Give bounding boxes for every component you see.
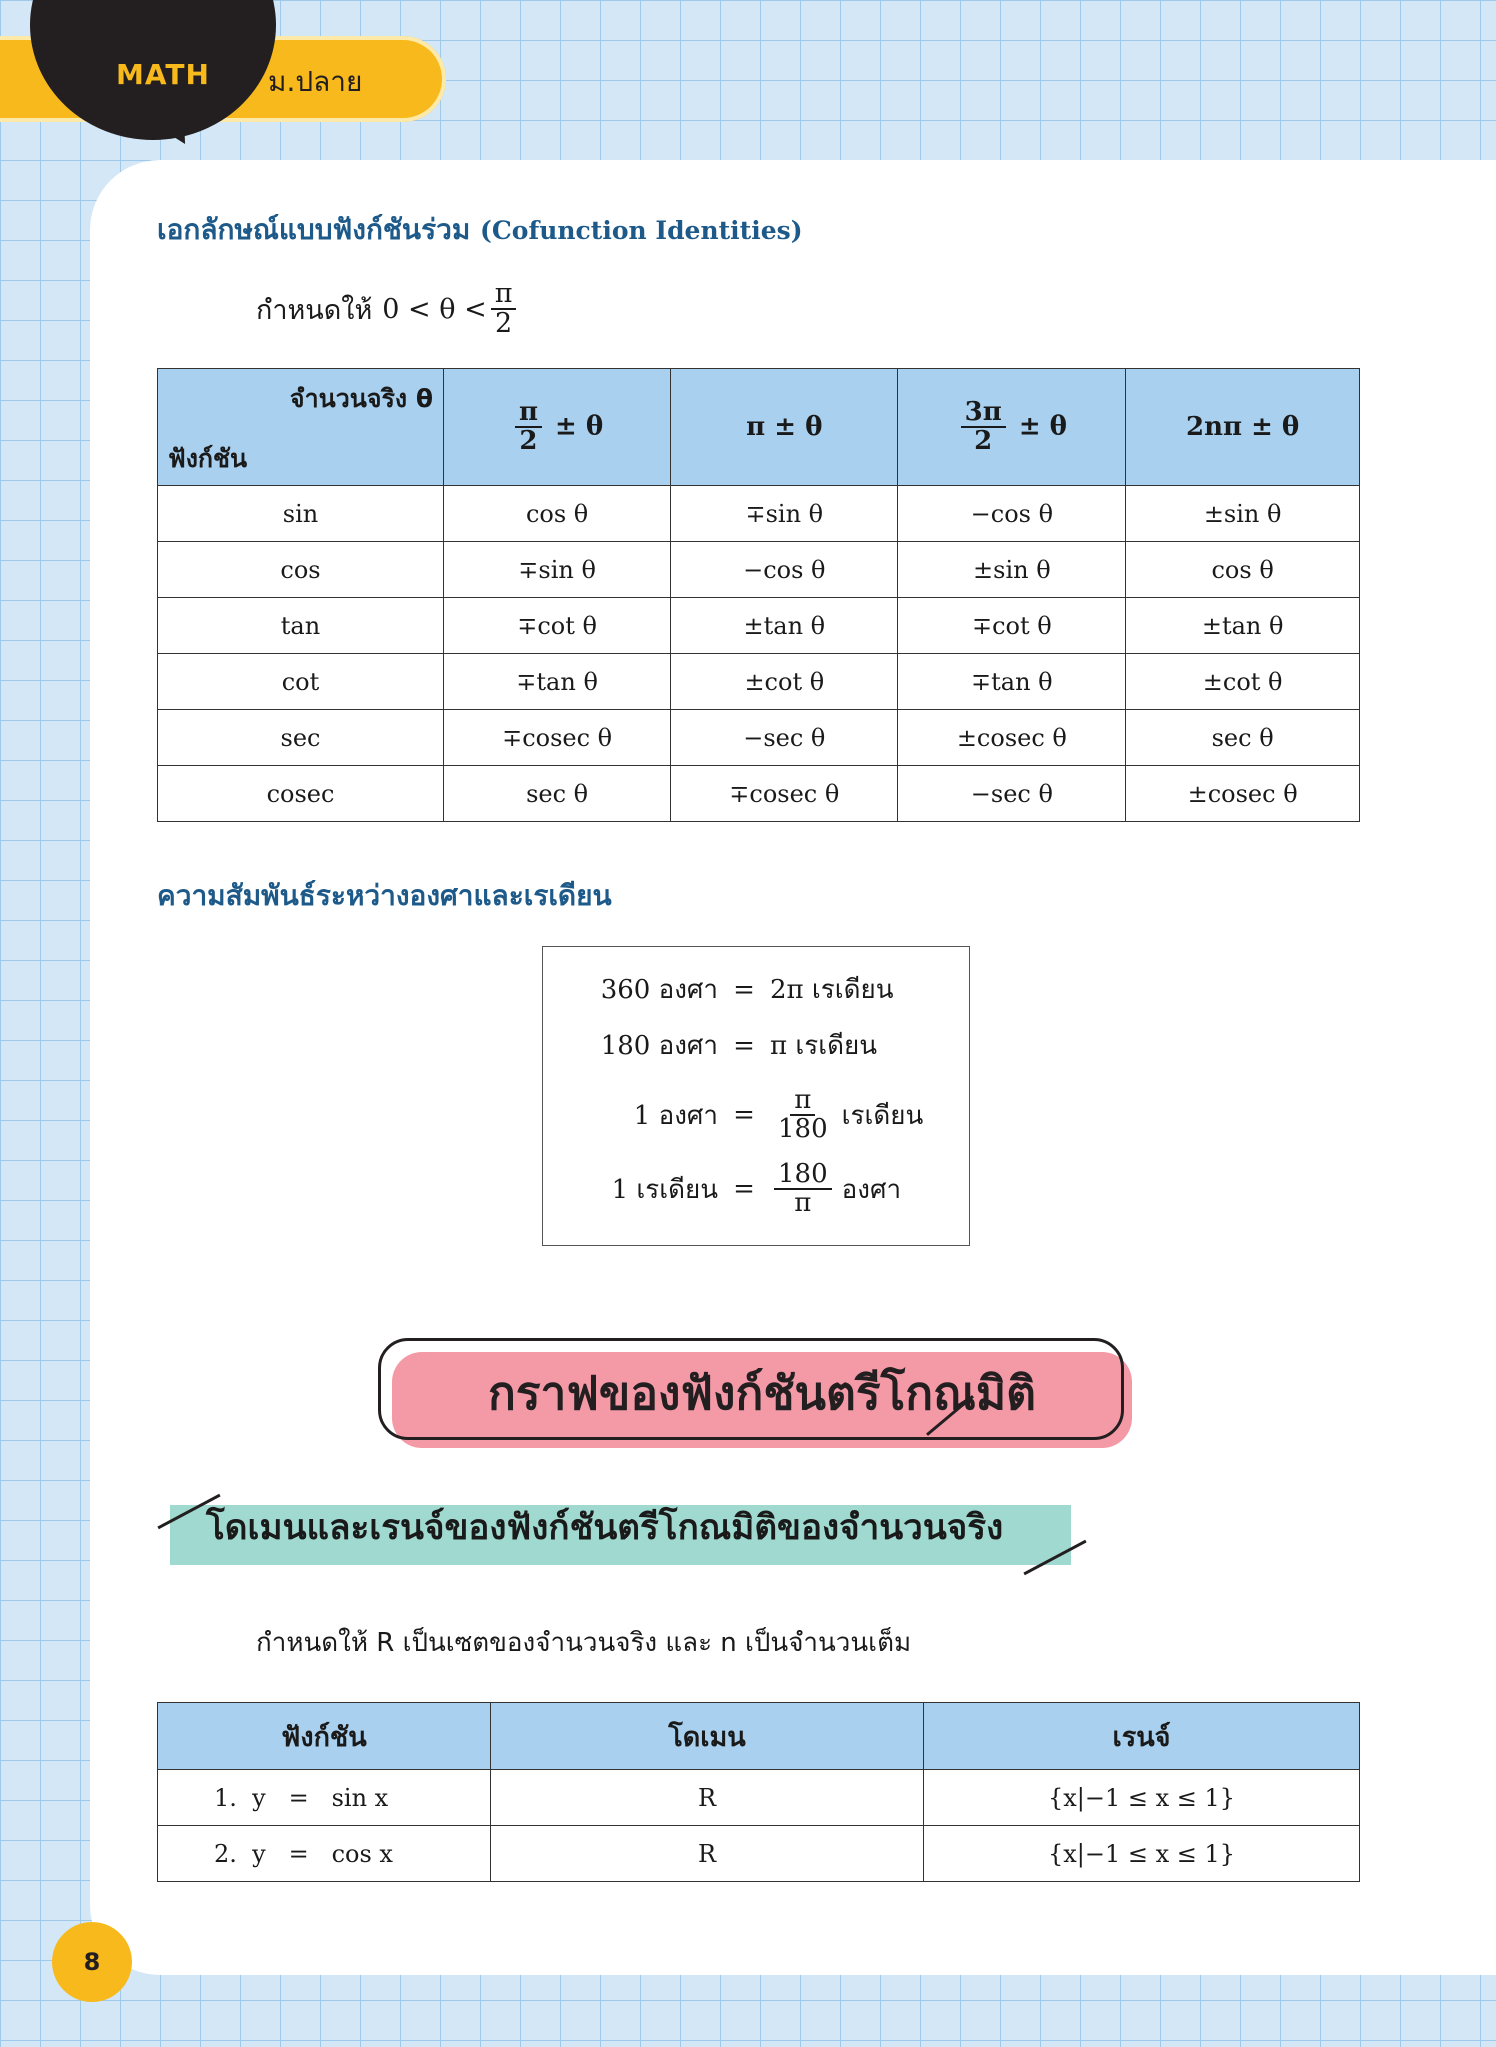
value-cell: −cos θ — [898, 486, 1126, 542]
fraction-numerator: 180 — [774, 1161, 832, 1190]
degrees-title: ความสัมพันธ์ระหว่างองศาและเรเดียน — [157, 879, 612, 912]
equals-sign: = — [733, 974, 755, 1005]
table-row — [158, 654, 1360, 710]
function-cell: cos — [158, 542, 444, 598]
cofunction-table — [157, 368, 1360, 822]
conversion-lhs: 1 เรเดียน — [611, 1174, 718, 1205]
function-cell: tan — [158, 598, 444, 654]
function-cell: 2. y = cos x — [158, 1826, 491, 1882]
cofunction-title-en: (Cofunction Identities) — [480, 216, 803, 245]
condition-expr: 0 < θ < — [382, 293, 487, 325]
equals-sign: = — [733, 1100, 755, 1131]
conversion-row — [543, 1087, 969, 1144]
conversion-rhs — [770, 1161, 969, 1218]
value-cell: ±cosec θ — [1126, 766, 1360, 822]
conversion-fraction — [774, 1087, 832, 1144]
function-cell: cosec — [158, 766, 444, 822]
range-cell: {x|−1 ≤ x ≤ 1} — [924, 1770, 1360, 1826]
column-header — [444, 369, 671, 486]
value-cell: ∓cosec θ — [671, 766, 898, 822]
cofunction-condition — [256, 280, 520, 339]
condition-fraction — [491, 280, 517, 339]
value-cell: −sec θ — [898, 766, 1126, 822]
fraction-numerator: π — [790, 1087, 815, 1116]
value-cell: ±sin θ — [898, 542, 1126, 598]
domain-cell: R — [491, 1770, 924, 1826]
corner-bottom-label: ฟังก์ชัน — [168, 444, 248, 473]
column-header: 2nπ ± θ — [1126, 369, 1360, 486]
header-suffix: ± θ — [1018, 411, 1068, 441]
table-row — [158, 710, 1360, 766]
condition-prefix: กำหนดให้ — [256, 294, 373, 326]
value-cell: ∓sin θ — [444, 542, 671, 598]
cofunction-title-th: เอกลักษณ์แบบฟังก์ชันร่วม — [157, 213, 471, 246]
conversion-fraction — [774, 1161, 832, 1218]
fraction-denominator: 180 — [778, 1114, 828, 1145]
value-cell: ±tan θ — [671, 598, 898, 654]
function-cell: cot — [158, 654, 444, 710]
corner-top-label: จำนวนจริง θ — [289, 384, 433, 413]
subject-label: MATH — [116, 58, 210, 91]
value-cell: ±sin θ — [1126, 486, 1360, 542]
table-row — [158, 1826, 1360, 1882]
equals-sign: = — [733, 1030, 755, 1061]
column-header: โดเมน — [491, 1703, 924, 1770]
value-cell: ∓cosec θ — [444, 710, 671, 766]
domain-range-table — [157, 1702, 1360, 1882]
value-cell: ∓cot θ — [444, 598, 671, 654]
value-cell: ∓sin θ — [671, 486, 898, 542]
domain-cell: R — [491, 1826, 924, 1882]
value-cell: ∓tan θ — [444, 654, 671, 710]
value-cell: ∓cot θ — [898, 598, 1126, 654]
value-cell: ±cosec θ — [898, 710, 1126, 766]
function-cell: 1. y = sin x — [158, 1770, 491, 1826]
value-cell: ±cot θ — [671, 654, 898, 710]
value-cell: −sec θ — [671, 710, 898, 766]
conversion-unit: เรเดียน — [841, 1100, 924, 1131]
function-cell: sin — [158, 486, 444, 542]
range-cell: {x|−1 ≤ x ≤ 1} — [924, 1826, 1360, 1882]
value-cell: cos θ — [1126, 542, 1360, 598]
column-header: ฟังก์ชัน — [158, 1703, 491, 1770]
function-cell: sec — [158, 710, 444, 766]
value-cell: −cos θ — [671, 542, 898, 598]
fraction-denominator: 2 — [495, 308, 513, 340]
table-row — [158, 542, 1360, 598]
fraction-denominator: π — [794, 1188, 812, 1219]
table-row — [158, 486, 1360, 542]
conversion-row — [543, 969, 969, 1010]
table-row — [158, 1770, 1360, 1826]
fraction-denominator: 2 — [519, 426, 538, 456]
corner-cell — [158, 369, 444, 486]
conversion-row — [543, 1025, 969, 1066]
conversion-lhs: 360 องศา — [600, 975, 718, 1005]
value-cell: sec θ — [1126, 710, 1360, 766]
equals-sign: = — [733, 1174, 755, 1205]
conversion-lhs: 180 องศา — [600, 1031, 718, 1061]
value-cell: ±tan θ — [1126, 598, 1360, 654]
page-number: 8 — [52, 1922, 132, 2002]
level-label: ม.ปลาย — [268, 65, 363, 98]
cofunction-title — [157, 208, 803, 252]
table-header-row — [158, 1703, 1360, 1770]
header-fraction — [961, 396, 1006, 456]
conversion-rhs: π เรเดียน — [770, 1031, 877, 1061]
fraction-numerator: π — [491, 280, 517, 310]
domain-range-condition: กำหนดให้ R เป็นเซตของจำนวนจริง และ n เป็นจำนวนเต็ม — [256, 1628, 912, 1658]
conversion-rhs: 2π เรเดียน — [770, 975, 894, 1005]
value-cell: cos θ — [444, 486, 671, 542]
conversion-rhs — [770, 1087, 969, 1144]
table-row — [158, 598, 1360, 654]
table-header-row — [158, 369, 1360, 486]
value-cell: ∓tan θ — [898, 654, 1126, 710]
header-fraction — [515, 396, 542, 456]
domain-range-title: โดเมนและเรนจ์ของฟังก์ชันตรีโกณมิติของจำนวนจริง — [206, 1508, 1004, 1548]
table-row — [158, 766, 1360, 822]
column-header — [898, 369, 1126, 486]
fraction-numerator: 3π — [961, 399, 1006, 428]
conversion-row — [543, 1161, 969, 1218]
graph-banner-title: กราฟของฟังก์ชันตรีโกณมิติ — [487, 1365, 1037, 1420]
degree-radian-box — [542, 946, 970, 1246]
conversion-lhs: 1 องศา — [633, 1100, 718, 1131]
column-header: เรนจ์ — [924, 1703, 1360, 1770]
column-header: π ± θ — [671, 369, 898, 486]
value-cell: sec θ — [444, 766, 671, 822]
header-suffix: ± θ — [555, 411, 604, 441]
conversion-unit: องศา — [841, 1174, 902, 1205]
fraction-numerator: π — [515, 399, 542, 428]
value-cell: ±cot θ — [1126, 654, 1360, 710]
fraction-denominator: 2 — [974, 426, 993, 456]
